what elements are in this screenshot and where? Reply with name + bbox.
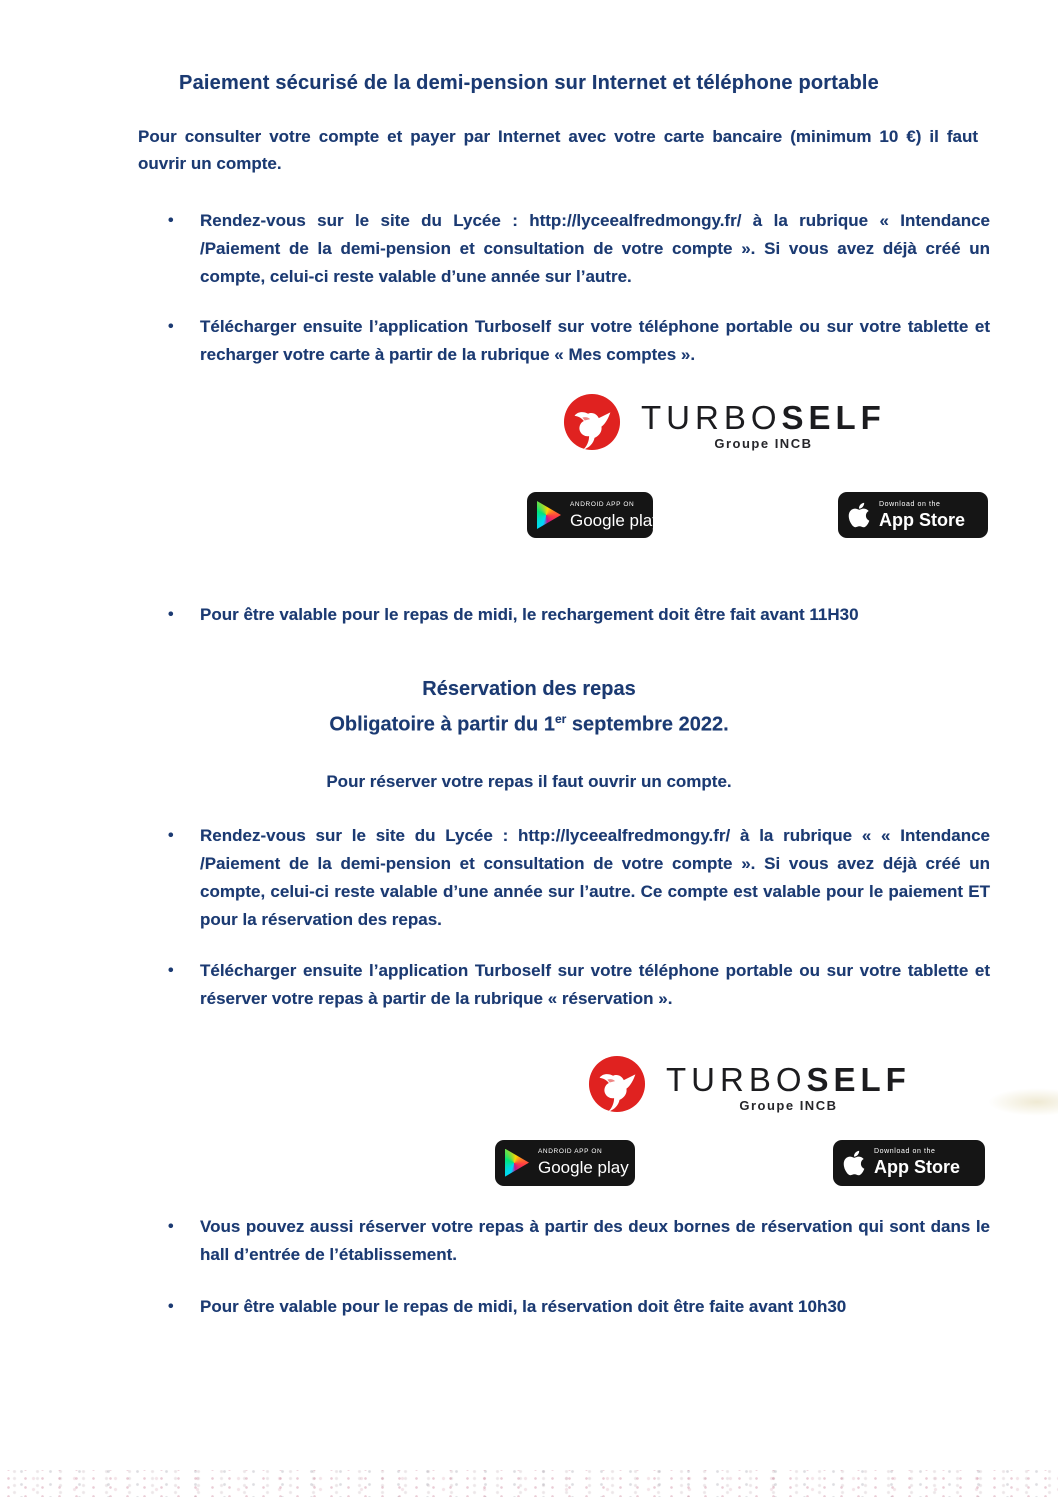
turboself-brand-text xyxy=(666,1060,911,1098)
subheading-superscript: er xyxy=(554,712,567,726)
turboself-logo xyxy=(588,1055,911,1113)
reservation-lead: Pour réserver votre repas il faut ouvrir un compte. xyxy=(326,771,732,791)
apple-icon xyxy=(843,1149,865,1177)
brand-light: TURBO xyxy=(641,399,782,436)
google-play-label: Google play xyxy=(538,1158,629,1178)
bullet-text: • Pour être valable pour le repas de midi, le rechargement doit être fait avant 11H30 xyxy=(200,605,859,624)
bullet-text: • Vous pouvez aussi réserver votre repas à partir des deux bornes de réservation qui sont dans le hall d’entrée de l’établissement. xyxy=(200,1216,990,1264)
bullet-text: • Pour être valable pour le repas de midi, la réservation doit être faite avant 10h30 xyxy=(200,1296,847,1316)
turboself-logo-row xyxy=(0,1053,1058,1131)
hummingbird-icon xyxy=(563,393,621,451)
app-store-label: App Store xyxy=(879,509,966,530)
list-item-deadline-recharge xyxy=(168,601,990,629)
reservation-heading: Réservation des repas xyxy=(422,678,636,700)
groupe-incb-text: Groupe INCB xyxy=(739,1097,838,1113)
list-item-website xyxy=(168,207,990,291)
app-store-badge xyxy=(838,492,988,538)
turboself-wordmark xyxy=(666,1055,911,1113)
subheading-pre: Obligatoire à partir du 1 xyxy=(329,713,555,736)
bullet-text-post: à la rubrique « Intendance /Paiement de la demi-pension et consultation de votre compte ». Si vous avez déjà créé un compte, celui-ci reste valable d’une année sur l’autre. xyxy=(200,211,990,286)
list-item-download-app xyxy=(168,313,990,369)
turboself-brand-text xyxy=(641,401,886,434)
list-item-kiosks xyxy=(168,1213,990,1269)
app-store-label: App Store xyxy=(874,1157,961,1178)
bullet-text-pre: Rendez-vous sur le site du Lycée : xyxy=(200,825,519,845)
list-item-deadline-reservation xyxy=(168,1293,990,1321)
groupe-incb-text: Groupe INCB xyxy=(714,436,813,451)
store-badges-row xyxy=(0,1139,1058,1187)
bullet-text: • Télécharger ensuite l’application Turboself sur votre téléphone portable ou sur votre tablette et réserver votre repas à partir de la rubrique « réservation ». xyxy=(200,960,990,1008)
bullet-text xyxy=(200,207,990,291)
brand-bold: SELF xyxy=(806,1060,911,1098)
bullet-text-pre: Rendez-vous sur le site du Lycée : xyxy=(200,211,530,230)
list-item-download-app-2 xyxy=(168,957,990,1013)
app-store-badge xyxy=(833,1140,985,1186)
store-badges-row xyxy=(0,491,1058,539)
google-play-icon xyxy=(537,501,561,529)
brand-light: TURBO xyxy=(666,1060,807,1098)
google-play-tagline: ANDROID APP ON xyxy=(570,500,635,508)
bullet-text-post: à la rubrique « « Intendance /Paiement de la demi-pension et consultation de votre compte ». Si vous avez déjà créé un compte, celui-ci reste valable d’une année sur l’autre. Ce compte est valable pour le paiement ET pour la réservation des repas. xyxy=(200,825,990,929)
app-store-tagline: Download on the xyxy=(879,500,941,508)
google-play-badge xyxy=(527,492,661,538)
app-store-tagline: Download on the xyxy=(874,1148,936,1156)
google-play-label: Google play xyxy=(570,510,661,530)
turboself-wordmark xyxy=(641,393,886,451)
intro-paragraph: Pour consulter votre compte et payer par Internet avec votre carte bancaire (minimum 10 €) il faut ouvrir un compte. xyxy=(138,127,978,173)
subheading-post: septembre 2022. xyxy=(566,713,729,736)
scan-artifact-smudge xyxy=(988,1088,1058,1116)
google-play-badge xyxy=(495,1140,635,1186)
apple-icon xyxy=(848,501,870,529)
reservation-subheading xyxy=(0,704,1058,740)
site-url: http://lyceealfredmongy.fr/ xyxy=(529,211,742,230)
document-title: Paiement sécurisé de la demi-pension sur Internet et téléphone portable xyxy=(179,72,879,94)
bullet-text xyxy=(200,822,990,934)
google-play-tagline: ANDROID APP ON xyxy=(538,1148,603,1156)
scan-artifact-noise-band xyxy=(0,1470,1058,1497)
turboself-logo xyxy=(563,393,886,451)
bullet-text: • Télécharger ensuite l’application Turboself sur votre téléphone portable ou sur votre tablette et recharger votre carte à partir de la rubrique « Mes comptes ». xyxy=(200,317,990,364)
hummingbird-icon xyxy=(588,1055,646,1113)
brand-bold: SELF xyxy=(781,399,886,436)
turboself-logo-row xyxy=(0,391,1058,473)
google-play-icon xyxy=(505,1149,529,1177)
site-url: http://lyceealfredmongy.fr/ xyxy=(518,825,731,845)
list-item-website-2 xyxy=(168,822,990,934)
